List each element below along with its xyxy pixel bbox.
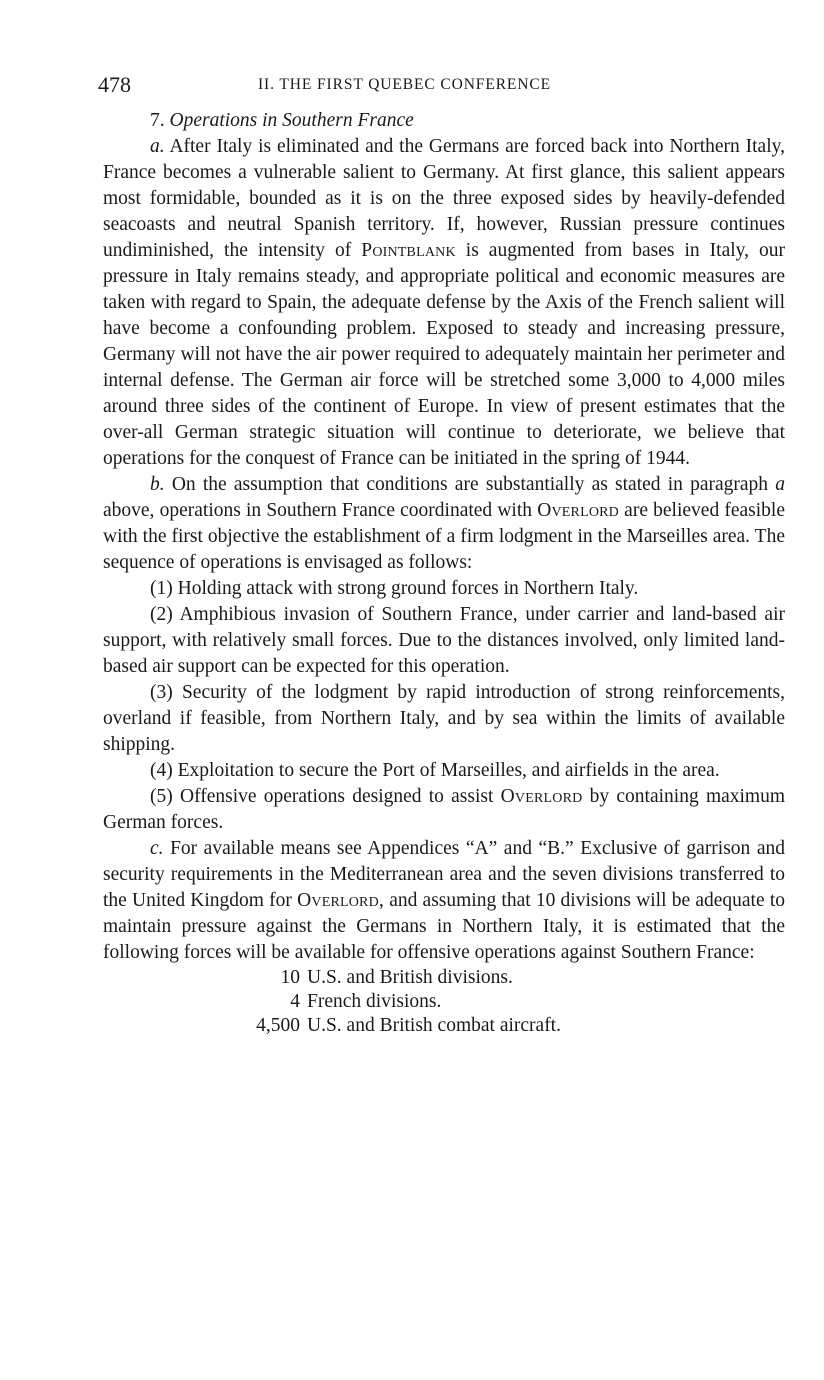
forces-quantity: 4,500 [256,1015,300,1036]
code-name-overlord: Overlord, [297,890,384,911]
paragraph-label: c. [150,838,164,859]
step-text: Amphibious invasion of Southern France, under carrier and land-based air support, with relatively small forces. Due to the distances involved, only limited land-based air support can be expected for this operation. [103,604,785,677]
forces-quantity: 10 [280,967,300,988]
paragraph-b [103,472,785,576]
code-name-overlord: Overlord [537,500,619,521]
step-text: Holding attack with strong ground forces in Northern Italy. [177,578,639,599]
step-text: Offensive operations designed to assist [179,786,494,807]
section-heading [103,108,785,134]
step-5 [103,784,785,836]
section-title: Operations in Southern France [169,110,414,131]
chapter-title: II. THE FIRST QUEBEC CONFERENCE [258,76,551,93]
forces-row [103,966,785,990]
paragraph-label: b. [150,474,165,495]
paragraph-text: is augmented from bases in Italy, our pressure in Italy remains steady, and appropriate political and economic measures are taken with regard to Spain, the adequate defense by the Axis of the French salient will have become a confounding problem. Exposed to steady and increasing pressure, Germany will not have the air power required to adequately maintain her perimeter and internal defense. The German air force will be stretched some 3,000 to 4,000 miles around three sides of the continent of Europe. In view of present estimates that the over-all German strategic situation will continue to deteriorate, we believe that operations for the conquest of France can be initiated in the spring of 1944. [103,240,785,469]
code-name-overlord: Overlord [500,786,583,807]
step-1 [103,576,785,602]
paragraph-text: above, operations in Southern France coordinated with [103,500,533,521]
paragraph-text: After Italy is eliminated and the Germans are forced back into Northern Italy, France becomes a vulnerable salient to Germany. At first glance, this salient appears most formidable, bounded as it is on the three exposed sides by heavily-defended seacoasts and neutral Spanish territory. If, however, Russian pressure continues undiminished, the intensity of [103,136,785,261]
forces-description: French divisions. [307,991,442,1012]
paragraph-text: are believed feasible with the first objective the establishment of a firm lodgment in the Marseilles area. The sequence of operations is envisaged as follows: [103,500,785,573]
forces-list [103,966,785,1038]
step-4 [103,758,785,784]
code-name-pointblank: Pointblank [361,240,456,261]
step-text: by containing maximum German forces. [103,786,786,833]
forces-row [103,990,785,1014]
paragraph-a [103,134,785,472]
step-number: (1) [150,578,173,599]
page-number: 478 [98,72,131,97]
step-number: (4) [150,760,173,781]
step-number: (2) [150,604,173,625]
step-3 [103,680,785,758]
step-number: (5) [150,786,173,807]
paragraph-c [103,836,785,966]
paragraph-label: a. [150,136,165,157]
forces-row [103,1014,785,1038]
paragraph-text: and assuming that 10 divisions will be adequate to maintain pressure against the Germans in Northern Italy, it is estimated that the following forces will be available for offensive operations against Southern France: [103,890,785,963]
step-2 [103,602,785,680]
document-page [98,70,786,1038]
forces-description: U.S. and British divisions. [307,967,513,988]
paragraph-text: For available means see Appendices “A” and “B.” Exclusive of garrison and security requirements in the Mediterranean area and the seven divisions transferred to the United Kingdom for [103,838,785,911]
paragraph-reference: a [775,474,785,495]
step-number: (3) [150,682,173,703]
step-text: Exploitation to secure the Port of Marseilles, and airfields in the area. [177,760,720,781]
step-text: Security of the lodgment by rapid introduction of strong reinforcements, overland if feasible, from Northern Italy, and by sea within the limits of available shipping. [103,682,786,755]
section-number: 7. [150,110,165,131]
paragraph-text: On the assumption that conditions are substantially as stated in paragraph [171,474,769,495]
running-header [98,70,785,104]
forces-description: U.S. and British combat aircraft. [307,1015,561,1036]
forces-quantity: 4 [290,991,300,1012]
